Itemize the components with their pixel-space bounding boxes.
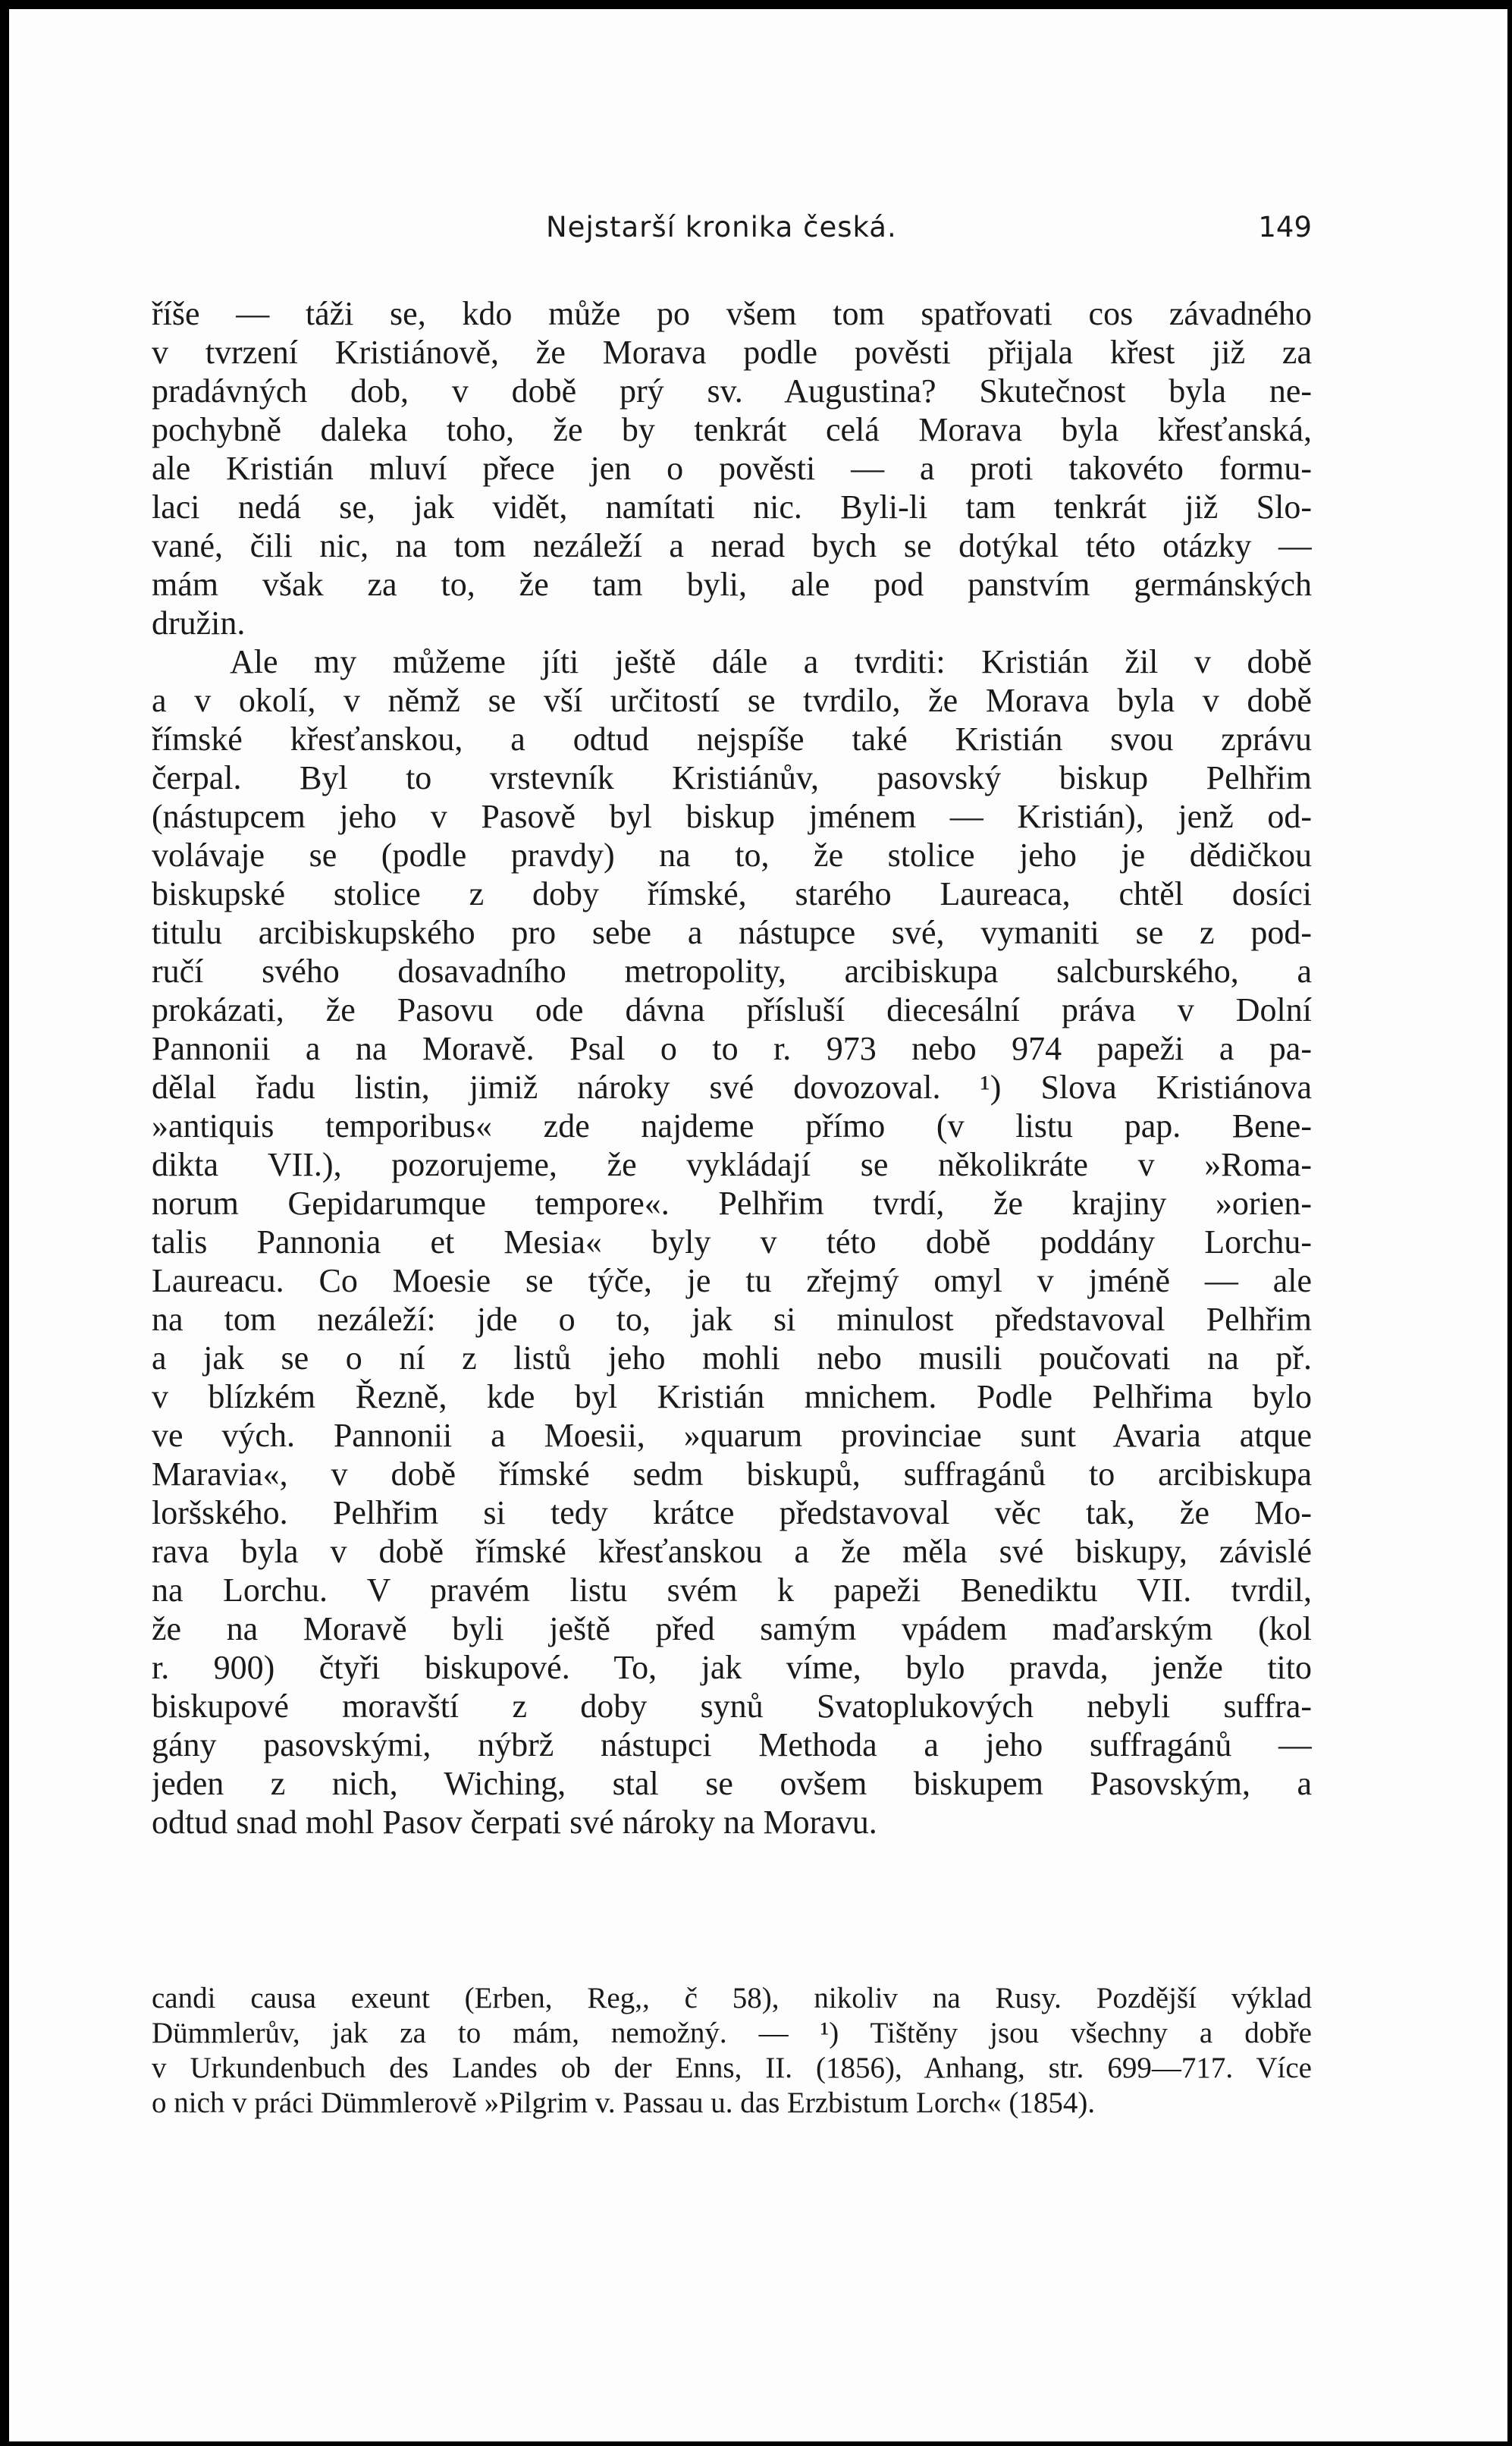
text-line: jeden z nich, Wiching, stal se ovšem biskupem Pasovským, a — [152, 1765, 1312, 1802]
text-line: volávaje se (podle pravdy) na to, že stolice jeho je dědičkou — [152, 837, 1312, 874]
text-line: gány pasovskými, nýbrž nástupci Methoda a jeho suffragánů — — [152, 1726, 1312, 1763]
running-title: Nejstarší kronika česká. — [546, 211, 897, 243]
text-line: dikta VII.), pozorujeme, že vykládají se několikráte v »Roma- — [152, 1146, 1312, 1183]
text-line: že na Moravě byli ještě před samým vpádem maďarským (kol — [152, 1610, 1312, 1647]
page-header — [152, 203, 1312, 249]
footnote-line: v Urkundenbuch des Landes ob der Enns, II. (1856), Anhang, str. 699—717. Více — [152, 2052, 1312, 2084]
paragraph-start-line: Ale my můžeme jíti ještě dále a tvrditi: Kristián žil v době — [230, 643, 1312, 680]
text-line: čerpal. Byl to vrstevník Kristiánův, pasovský biskup Pelhřim — [152, 759, 1312, 796]
text-line: ve vých. Pannonii a Moesii, »quarum provinciae sunt Avaria atque — [152, 1417, 1312, 1454]
text-line: norum Gepidarumque tempore«. Pelhřim tvrdí, že krajiny »orien- — [152, 1185, 1312, 1222]
text-line: v tvrzení Kristiánově, že Morava podle pověsti přijala křest již za — [152, 334, 1312, 371]
text-line: římské křesťanskou, a odtud nejspíše také Kristián svou zprávu — [152, 721, 1312, 758]
text-line: r. 900) čtyři biskupové. To, jak víme, bylo pravda, jenže tito — [152, 1649, 1312, 1686]
text-line: laci nedá se, jak vidět, namítati nic. Byli-li tam tenkrát již Slo- — [152, 488, 1312, 526]
text-line: Laureacu. Co Moesie se týče, je tu zřejmý omyl v jméně — ale — [152, 1262, 1312, 1299]
text-line: ale Kristián mluví přece jen o pověsti — a proti takovéto formu- — [152, 450, 1312, 487]
footnote-line: Dümmlerův, jak za to mám, nemožný. — ¹) Tištěny jsou všechny a dobře — [152, 2017, 1312, 2049]
text-line: dělal řadu listin, jimiž nároky své dovozoval. ¹) Slova Kristiánova — [152, 1069, 1312, 1106]
text-line: loršského. Pelhřim si tedy krátce představoval věc tak, že Mo- — [152, 1494, 1312, 1531]
text-line: (nástupcem jeho v Pasově byl biskup jménem — Kristián), jenž od- — [152, 798, 1312, 835]
text-line: družin. — [152, 604, 246, 642]
page-number: 149 — [1258, 211, 1312, 243]
text-line: biskupské stolice z doby římské, starého Laureaca, chtěl dosíci — [152, 875, 1312, 912]
text-line: na tom nezáleží: jde o to, jak si minulost představoval Pelhřim — [152, 1301, 1312, 1338]
text-line: Maravia«, v době římské sedm biskupů, suffragánů to arcibiskupa — [152, 1455, 1312, 1493]
text-line: mám však za to, že tam byli, ale pod panstvím germánských — [152, 566, 1312, 603]
text-line: odtud snad mohl Pasov čerpati své nároky na Moravu. — [152, 1804, 877, 1841]
text-line: vané, čili nic, na tom nezáleží a nerad bych se dotýkal této otázky — — [152, 527, 1312, 564]
text-line: ručí svého dosavadního metropolity, arcibiskupa salcburského, a — [152, 953, 1312, 990]
text-line: říše — táži se, kdo může po všem tom spatřovati cos závadného — [152, 295, 1312, 332]
text-line: »antiquis temporibus« zde najdeme přímo (v listu pap. Bene- — [152, 1107, 1312, 1145]
text-line: titulu arcibiskupského pro sebe a nástupce své, vymaniti se z pod- — [152, 914, 1312, 951]
text-line: a v okolí, v němž se vší určitostí se tvrdilo, že Morava byla v době — [152, 682, 1312, 719]
text-line: na Lorchu. V pravém listu svém k papeži Benediktu VII. tvrdil, — [152, 1572, 1312, 1609]
text-line: pradávných dob, v době prý sv. Augustina? Skutečnost byla ne- — [152, 372, 1312, 410]
text-line: v blízkém Řezně, kde byl Kristián mnichem. Podle Pelhřima bylo — [152, 1378, 1312, 1415]
footnotes — [152, 1981, 1312, 2121]
text-line: talis Pannonia et Mesia« byly v této době poddány Lorchu- — [152, 1223, 1312, 1261]
footnote-line: candi causa exeunt (Erben, Reg,, č 58), nikoliv na Rusy. Pozdější výklad — [152, 1982, 1312, 2014]
text-line: Pannonii a na Moravě. Psal o to r. 973 nebo 974 papeži a pa- — [152, 1030, 1312, 1067]
footnote-line: o nich v práci Dümmlerově »Pilgrim v. Passau u. das Erzbistum Lorch« (1854). — [152, 2086, 1096, 2119]
text-line: biskupové moravští z doby synů Svatoplukových nebyli suffra- — [152, 1688, 1312, 1725]
text-line: a jak se o ní z listů jeho mohli nebo musili poučovati na př. — [152, 1339, 1312, 1377]
text-line: prokázati, že Pasovu ode dávna přísluší diecesální práva v Dolní — [152, 991, 1312, 1028]
text-line: pochybně daleka toho, že by tenkrát celá Morava byla křesťanská, — [152, 411, 1312, 448]
body-text — [152, 294, 1312, 1842]
text-line: rava byla v době římské křesťanskou a že měla své biskupy, závislé — [152, 1533, 1312, 1570]
